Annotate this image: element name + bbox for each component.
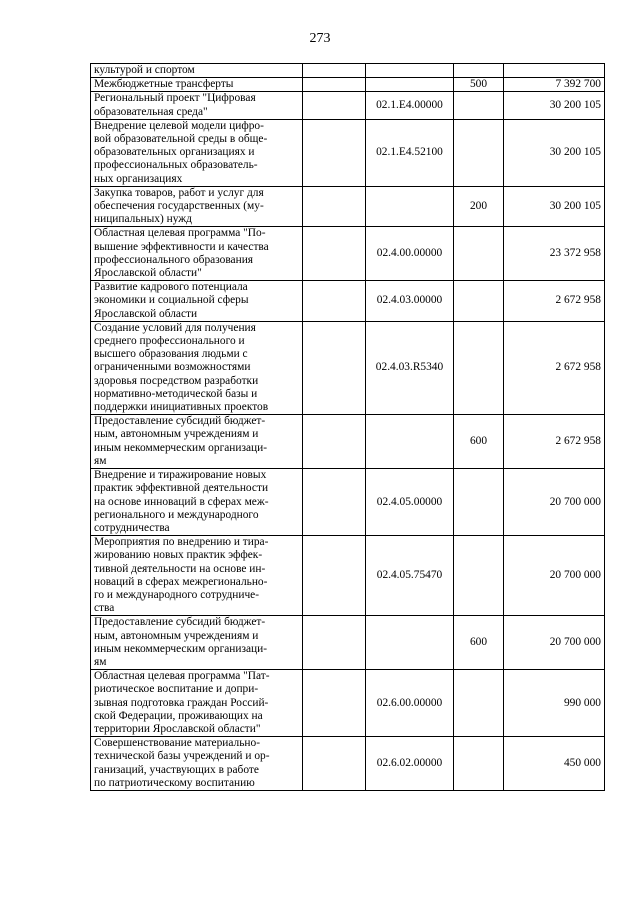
row-amount-cell xyxy=(504,64,605,78)
row-amount-cell: 2 672 958 xyxy=(504,281,605,322)
row-amount-cell: 23 372 958 xyxy=(504,227,605,281)
row-code-cell: 02.4.05.75470 xyxy=(366,536,454,616)
row-name-cell: Межбюджетные трансферты xyxy=(91,78,303,92)
row-amount-cell: 20 700 000 xyxy=(504,616,605,670)
row-expense-type-cell xyxy=(454,737,504,791)
row-blank-cell xyxy=(303,321,366,414)
table-row xyxy=(91,670,605,737)
table-row xyxy=(91,92,605,119)
row-code-cell: 02.4.00.00000 xyxy=(366,227,454,281)
row-name-cell: Внедрение целевой модели цифро- вой образовательной среды в обще- образовательных организациях и профессиональных образователь- ных организациях xyxy=(91,119,303,186)
row-expense-type-cell xyxy=(454,469,504,536)
row-name-cell: Областная целевая программа "По- вышение эффективности и качества профессионального образования Ярославской области" xyxy=(91,227,303,281)
budget-table xyxy=(90,63,605,791)
row-code-cell xyxy=(366,64,454,78)
budget-table-body xyxy=(91,64,605,791)
row-expense-type-cell xyxy=(454,227,504,281)
row-blank-cell xyxy=(303,78,366,92)
table-row xyxy=(91,64,605,78)
row-code-cell: 02.4.03.00000 xyxy=(366,281,454,322)
row-code-cell: 02.6.00.00000 xyxy=(366,670,454,737)
row-amount-cell: 2 672 958 xyxy=(504,321,605,414)
row-expense-type-cell: 600 xyxy=(454,415,504,469)
row-expense-type-cell xyxy=(454,670,504,737)
row-code-cell: 02.1.E4.00000 xyxy=(366,92,454,119)
row-code-cell: 02.4.03.R5340 xyxy=(366,321,454,414)
table-row xyxy=(91,536,605,616)
row-amount-cell: 30 200 105 xyxy=(504,186,605,227)
table-row xyxy=(91,469,605,536)
row-amount-cell: 30 200 105 xyxy=(504,92,605,119)
row-code-cell: 02.4.05.00000 xyxy=(366,469,454,536)
row-name-cell: Мероприятия по внедрению и тира- жированию новых практик эффек- тивной деятельности на основе ин- новаций в сферах межрегионально- го и международного сотрудниче- ства xyxy=(91,536,303,616)
row-blank-cell xyxy=(303,119,366,186)
row-name-cell: Развитие кадрового потенциала экономики и социальной сферы Ярославской области xyxy=(91,281,303,322)
row-amount-cell: 30 200 105 xyxy=(504,119,605,186)
row-expense-type-cell xyxy=(454,92,504,119)
row-name-cell: Предоставление субсидий бюджет- ным, автономным учреждениям и иным некоммерческим организаци- ям xyxy=(91,415,303,469)
row-code-cell xyxy=(366,616,454,670)
row-code-cell xyxy=(366,415,454,469)
table-row xyxy=(91,186,605,227)
row-blank-cell xyxy=(303,415,366,469)
row-expense-type-cell xyxy=(454,119,504,186)
row-expense-type-cell xyxy=(454,321,504,414)
table-row xyxy=(91,415,605,469)
row-amount-cell: 2 672 958 xyxy=(504,415,605,469)
row-name-cell: Областная целевая программа "Пат- риотическое воспитание и допри- зывная подготовка граждан Россий- ской Федерации, проживающих на территории Ярославской области" xyxy=(91,670,303,737)
row-name-cell: Региональный проект "Цифровая образовательная среда" xyxy=(91,92,303,119)
row-amount-cell: 20 700 000 xyxy=(504,536,605,616)
table-row xyxy=(91,227,605,281)
row-code-cell: 02.6.02.00000 xyxy=(366,737,454,791)
row-blank-cell xyxy=(303,186,366,227)
table-row xyxy=(91,321,605,414)
row-amount-cell: 990 000 xyxy=(504,670,605,737)
table-row xyxy=(91,616,605,670)
table-row xyxy=(91,119,605,186)
row-blank-cell xyxy=(303,536,366,616)
row-expense-type-cell: 500 xyxy=(454,78,504,92)
row-blank-cell xyxy=(303,670,366,737)
row-expense-type-cell xyxy=(454,281,504,322)
row-name-cell: культурой и спортом xyxy=(91,64,303,78)
row-amount-cell: 450 000 xyxy=(504,737,605,791)
page-number: 273 xyxy=(309,31,331,46)
row-blank-cell xyxy=(303,469,366,536)
row-name-cell: Создание условий для получения среднего профессионального и высшего образования людьми с ограниченными возможностями здоровья посредством разработки нормативно-методической базы и поддержки инициативных проектов xyxy=(91,321,303,414)
row-name-cell: Совершенствование материально- технической базы учреждений и ор- ганизаций, участвующих в работе по патриотическому воспитанию xyxy=(91,737,303,791)
row-code-cell: 02.1.E4.52100 xyxy=(366,119,454,186)
row-blank-cell xyxy=(303,616,366,670)
row-amount-cell: 7 392 700 xyxy=(504,78,605,92)
row-blank-cell xyxy=(303,227,366,281)
row-code-cell xyxy=(366,78,454,92)
row-expense-type-cell: 200 xyxy=(454,186,504,227)
row-amount-cell: 20 700 000 xyxy=(504,469,605,536)
table-row xyxy=(91,737,605,791)
row-blank-cell xyxy=(303,737,366,791)
row-expense-type-cell: 600 xyxy=(454,616,504,670)
row-name-cell: Предоставление субсидий бюджет- ным, автономным учреждениям и иным некоммерческим организаци- ям xyxy=(91,616,303,670)
row-blank-cell xyxy=(303,64,366,78)
row-name-cell: Внедрение и тиражирование новых практик эффективной деятельности на основе инноваций в сферах меж- регионального и международного сотрудничества xyxy=(91,469,303,536)
table-row xyxy=(91,78,605,92)
row-code-cell xyxy=(366,186,454,227)
row-blank-cell xyxy=(303,281,366,322)
table-row xyxy=(91,281,605,322)
row-name-cell: Закупка товаров, работ и услуг для обеспечения государственных (му- ниципальных) нужд xyxy=(91,186,303,227)
row-expense-type-cell xyxy=(454,64,504,78)
row-expense-type-cell xyxy=(454,536,504,616)
row-blank-cell xyxy=(303,92,366,119)
